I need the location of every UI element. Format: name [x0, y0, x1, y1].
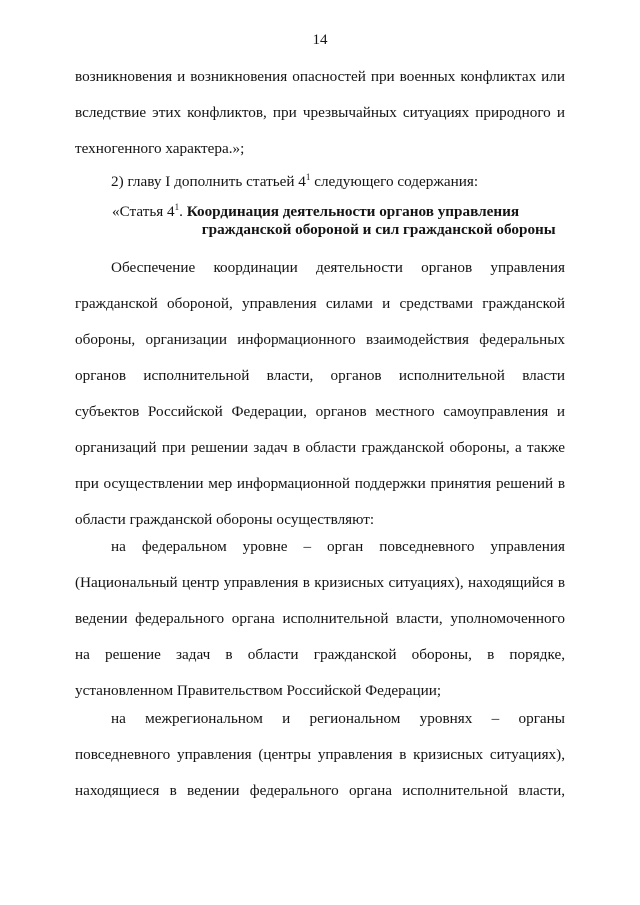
text-line: (Национальный центр управления в кризисных ситуациях), находящийся в — [75, 574, 565, 591]
intro-paragraph — [75, 62, 565, 164]
article-title-line: Координация деятельности органов управления — [186, 203, 520, 220]
text-line: на федеральном уровне – орган повседневного управления — [111, 538, 565, 555]
text-line: при осуществлении мер информационной поддержки принятия решений в — [75, 475, 565, 492]
body-paragraph — [75, 253, 565, 535]
text-line — [75, 167, 565, 197]
text-line: органов исполнительной власти, органов исполнительной власти — [75, 367, 565, 384]
text-line: обороны, организации информационного взаимодействия федеральных — [75, 331, 565, 348]
text-line: техногенного характера.»; — [75, 140, 245, 157]
text-line: ведении федерального органа исполнительной власти, уполномоченного — [75, 610, 565, 627]
article-prefix-text: «Статья 4 — [112, 203, 175, 220]
article-prefix-end: . — [179, 203, 183, 220]
amendment-paragraph — [75, 167, 565, 197]
body-paragraph — [75, 704, 565, 806]
text-line: области гражданской обороны осуществляют: — [75, 511, 375, 528]
text-line: на решение задач в области гражданской обороны, в порядке, — [75, 646, 565, 663]
text-line: организаций при решении задач в области гражданской обороны, а также — [75, 439, 565, 456]
body-paragraph — [75, 532, 565, 706]
amendment-text-before: 2) главу I дополнить статьей 4 — [111, 173, 306, 190]
text-line: на межрегиональном и региональном уровнях – органы — [111, 710, 565, 727]
article-title-line: гражданской обороной и сил гражданской обороны — [201, 221, 556, 238]
article-superscript: 1 — [174, 201, 180, 212]
text-line: возникновения и возникновения опасностей при военных конфликтах или — [75, 68, 565, 85]
amendment-text-after: следующего содержания: — [310, 173, 479, 190]
article-heading — [112, 203, 556, 239]
text-line: гражданской обороной, управления силами и средствами гражданской — [75, 295, 565, 312]
text-line: вследствие этих конфликтов, при чрезвычайных ситуациях природного и — [75, 104, 565, 121]
text-line: повседневного управления (центры управления в кризисных ситуациях), — [75, 746, 565, 763]
article-title — [187, 203, 556, 239]
page-number: 14 — [312, 32, 328, 48]
text-line: находящиеся в ведении федерального органа исполнительной власти, — [75, 782, 565, 799]
amendment-superscript: 1 — [305, 171, 311, 182]
text-line: субъектов Российской Федерации, органов местного самоуправления и — [75, 403, 565, 420]
text-line: Обеспечение координации деятельности органов управления — [111, 259, 565, 276]
article-number — [112, 203, 187, 221]
text-line: установленном Правительством Российской Федерации; — [75, 682, 442, 699]
